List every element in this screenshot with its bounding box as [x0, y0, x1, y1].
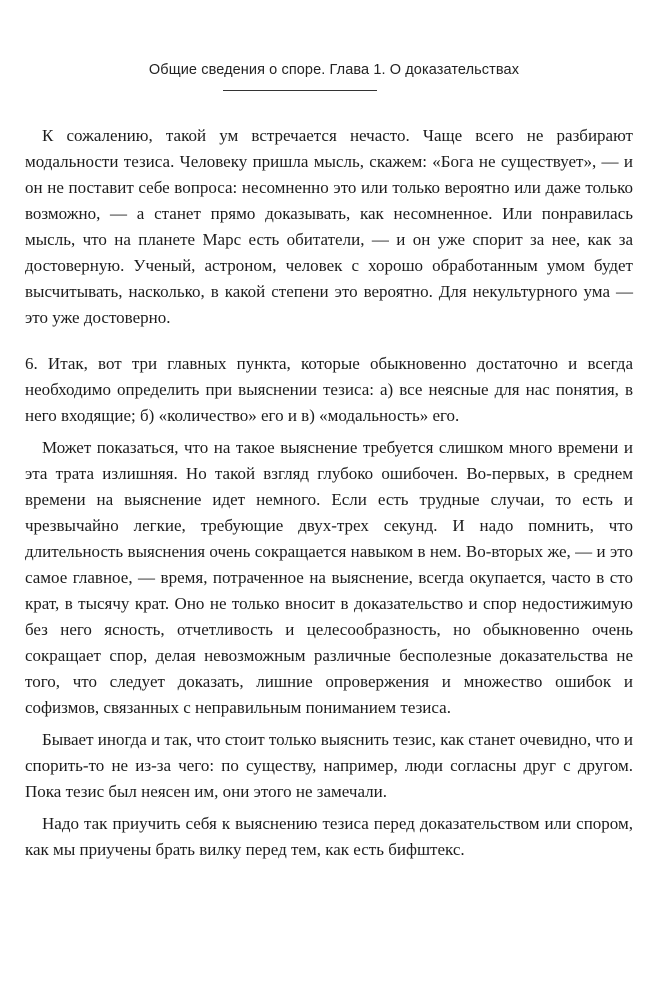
running-head-title: Общие сведения о споре. Глава 1. О доказательствах — [148, 62, 520, 78]
paragraph-time-clarification: Может показаться, что на такое выяснение требуется слишком много времени и эта трата излишняя. Но такой взгляд глубоко ошибочен. Во-первых, в среднем времени на выяснение идет немного. Если есть трудные случаи, то есть и чрезвычайно легкие, требующие двух-трех секунд. И надо помнить, что длительность выяснения очень сокращается навыком в нем. Во-вторых же, — и это самое главное, — время, потраченное на выяснение, всегда окупается, часто в сто крат, в тысячу крат. Оно не только вносит в доказательство и спор недостижимую без него ясность, отчетливость и целесообразность, но обыкновенно очень сокращает спор, делая невозможным различные бесполезные доказательства не того, что следует доказать, лишние опровержения и множество ошибок и софизмов, связанных с неправильным пониманием тезиса. — [25, 438, 633, 717]
page-body — [25, 123, 633, 863]
paragraph-sometimes: Бывает иногда и так, что стоит только выяснить тезис, как станет очевидно, что и спорить-то не из-за чего: по существу, например, люди согласны друг с другом. Пока тезис был неясен им, они этого не замечали. — [25, 730, 633, 801]
paragraph-section-6: 6. Итак, вот три главных пункта, которые обыкновенно достаточно и всегда необходимо определить при выяснении тезиса: а) все неясные для нас понятия, в него входящие; б) «количество» его и в) «модальность» его. — [25, 354, 633, 425]
paragraph-habit: Надо так приучить себя к выяснению тезиса перед доказательством или спором, как мы приучены брать вилку перед тем, как есть бифштекс. — [25, 814, 633, 859]
paragraph-modality-intro: К сожалению, такой ум встречается нечасто. Чаще всего не разбирают модальности тезиса. Человеку пришла мысль, скажем: «Бога не существует», — и он не поставит себе вопроса: несомненно это или только вероятно или даже только возможно, — а станет прямо доказывать, как несомненное. Или понравилась мысль, что на планете Марс есть обитатели, — и он уже спорит за нее, как за достоверную. Ученый, астроном, человек с хорошо обработанным умом будет высчитывать, насколько, в какой степени это вероятно. Для некультурного ума — это уже достоверно. — [25, 126, 633, 327]
header-divider — [223, 90, 377, 91]
